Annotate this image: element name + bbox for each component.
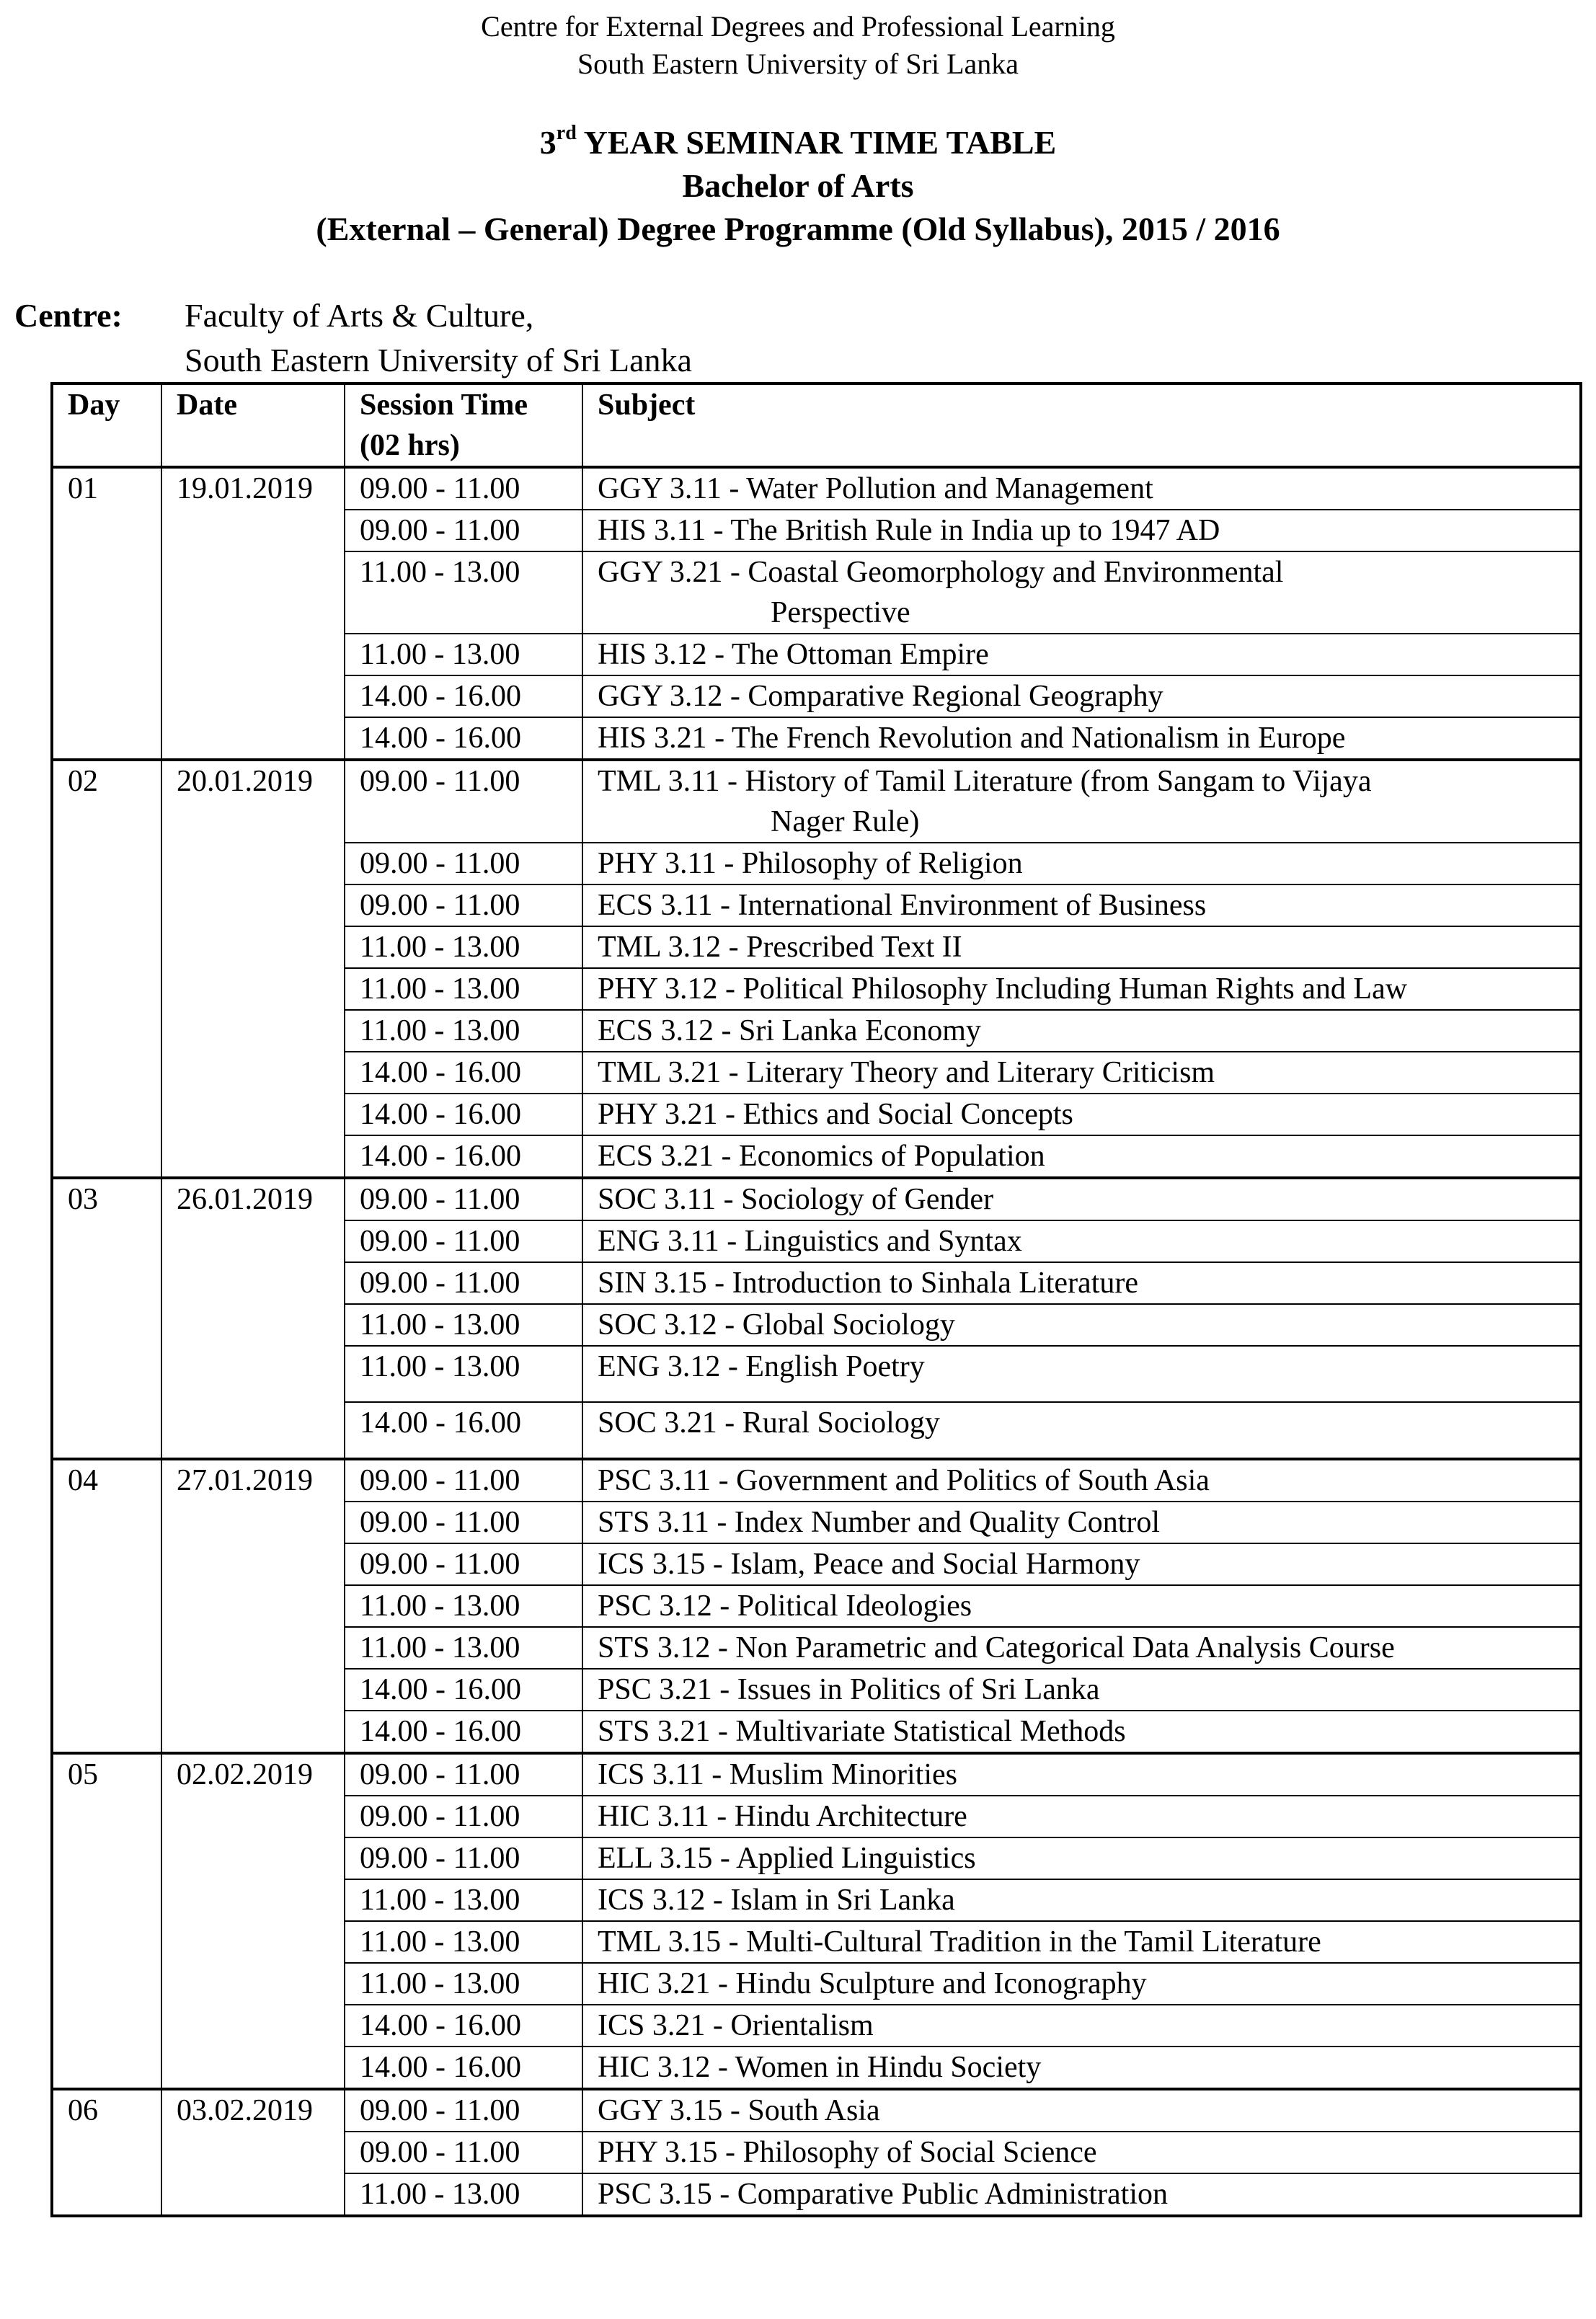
subject-cell: PSC 3.12 - Political Ideologies — [582, 1585, 1581, 1627]
table-row — [52, 1178, 1581, 1220]
session-time-cell: 09.00 - 11.00 — [345, 1796, 582, 1837]
subject-cell: SOC 3.11 - Sociology of Gender — [582, 1178, 1581, 1220]
session-time-cell: 11.00 - 13.00 — [345, 968, 582, 1010]
subject-cell: ICS 3.15 - Islam, Peace and Social Harmony — [582, 1543, 1581, 1585]
session-time-cell: 09.00 - 11.00 — [345, 760, 582, 843]
subject-text-continued: Perspective — [771, 596, 910, 629]
session-time-cell: 11.00 - 13.00 — [345, 634, 582, 675]
document-title — [0, 121, 1596, 164]
date-cell: 20.01.2019 — [161, 760, 345, 1178]
session-time-cell: 14.00 - 16.00 — [345, 2005, 582, 2047]
session-time-cell: 14.00 - 16.00 — [345, 1094, 582, 1135]
session-time-cell: 09.00 - 11.00 — [345, 1837, 582, 1879]
subject-cell: ELL 3.15 - Applied Linguistics — [582, 1837, 1581, 1879]
subject-cell: PSC 3.21 - Issues in Politics of Sri Lanka — [582, 1669, 1581, 1711]
subject-cell: ECS 3.21 - Economics of Population — [582, 1135, 1581, 1178]
day-cell: 01 — [52, 467, 161, 760]
header-session-time-label: Session Time — [360, 389, 528, 422]
subject-cell: TML 3.12 - Prescribed Text II — [582, 926, 1581, 968]
subject-text-continued: Nager Rule) — [771, 805, 920, 838]
subject-cell: SOC 3.12 - Global Sociology — [582, 1304, 1581, 1346]
subject-cell: STS 3.12 - Non Parametric and Categorical Data Analysis Course — [582, 1627, 1581, 1669]
day-cell: 03 — [52, 1178, 161, 1459]
session-time-cell: 11.00 - 13.00 — [345, 1010, 582, 1052]
day-cell: 05 — [52, 1753, 161, 2089]
date-cell: 19.01.2019 — [161, 467, 345, 760]
session-time-cell: 14.00 - 16.00 — [345, 1135, 582, 1178]
session-time-cell: 09.00 - 11.00 — [345, 510, 582, 551]
session-time-cell: 14.00 - 16.00 — [345, 1711, 582, 1753]
session-time-cell: 11.00 - 13.00 — [345, 1879, 582, 1921]
day-cell: 04 — [52, 1459, 161, 1753]
session-time-cell: 14.00 - 16.00 — [345, 675, 582, 717]
header-session-time — [345, 383, 582, 467]
subject-cell: GGY 3.12 - Comparative Regional Geography — [582, 675, 1581, 717]
session-time-cell: 09.00 - 11.00 — [345, 2132, 582, 2173]
title-ordinal-suffix: rd — [556, 121, 577, 144]
session-time-cell: 11.00 - 13.00 — [345, 551, 582, 634]
header-session-time-sub: (02 hrs) — [360, 429, 460, 462]
session-time-cell: 11.00 - 13.00 — [345, 926, 582, 968]
subject-cell: ICS 3.21 - Orientalism — [582, 2005, 1581, 2047]
subject-cell — [582, 551, 1581, 634]
date-cell: 02.02.2019 — [161, 1753, 345, 2089]
date-cell: 26.01.2019 — [161, 1178, 345, 1459]
subject-cell: ECS 3.12 - Sri Lanka Economy — [582, 1010, 1581, 1052]
subject-cell: PHY 3.12 - Political Philosophy Including Human Rights and Law — [582, 968, 1581, 1010]
subject-cell: ICS 3.11 - Muslim Minorities — [582, 1753, 1581, 1796]
session-time-cell: 09.00 - 11.00 — [345, 467, 582, 510]
subject-cell: ICS 3.12 - Islam in Sri Lanka — [582, 1879, 1581, 1921]
subject-cell: PHY 3.15 - Philosophy of Social Science — [582, 2132, 1581, 2173]
subject-cell: ENG 3.11 - Linguistics and Syntax — [582, 1220, 1581, 1262]
centre-faculty: Faculty of Arts & Culture, — [185, 297, 534, 334]
subject-cell: STS 3.21 - Multivariate Statistical Methods — [582, 1711, 1581, 1753]
session-time-cell: 11.00 - 13.00 — [345, 1921, 582, 1963]
session-time-cell: 09.00 - 11.00 — [345, 1459, 582, 1502]
programme-title: (External – General) Degree Programme (Old Syllabus), 2015 / 2016 — [316, 210, 1280, 247]
subject-text: TML 3.11 - History of Tamil Literature (from Sangam to Vijaya — [598, 765, 1372, 798]
session-time-cell: 14.00 - 16.00 — [345, 717, 582, 760]
header-day: Day — [52, 383, 161, 467]
table-row — [52, 760, 1581, 843]
subject-cell: HIC 3.11 - Hindu Architecture — [582, 1796, 1581, 1837]
centre-university: South Eastern University of Sri Lanka — [185, 342, 692, 378]
title-text: YEAR SEMINAR TIME TABLE — [576, 124, 1057, 161]
date-cell: 27.01.2019 — [161, 1459, 345, 1753]
centre-label: Centre: — [14, 297, 123, 334]
header-subject: Subject — [582, 383, 1581, 467]
subject-cell: GGY 3.11 - Water Pollution and Management — [582, 467, 1581, 510]
subject-cell: PHY 3.11 - Philosophy of Religion — [582, 843, 1581, 884]
session-time-cell: 09.00 - 11.00 — [345, 884, 582, 926]
session-time-cell: 14.00 - 16.00 — [345, 1052, 582, 1094]
table-header-row — [52, 383, 1581, 467]
table-row — [52, 1753, 1581, 1796]
session-time-cell: 09.00 - 11.00 — [345, 1502, 582, 1543]
session-time-cell: 11.00 - 13.00 — [345, 1963, 582, 2005]
session-time-cell: 09.00 - 11.00 — [345, 1543, 582, 1585]
subject-cell: SIN 3.15 - Introduction to Sinhala Literature — [582, 1262, 1581, 1304]
title-ordinal: 3 — [539, 124, 557, 161]
subject-cell: HIC 3.21 - Hindu Sculpture and Iconography — [582, 1963, 1581, 2005]
session-time-cell: 11.00 - 13.00 — [345, 1304, 582, 1346]
session-time-cell: 09.00 - 11.00 — [345, 2089, 582, 2132]
session-time-cell: 14.00 - 16.00 — [345, 2047, 582, 2089]
session-time-cell: 09.00 - 11.00 — [345, 1262, 582, 1304]
table-row — [52, 1459, 1581, 1502]
session-time-cell: 09.00 - 11.00 — [345, 1220, 582, 1262]
subject-cell: HIS 3.21 - The French Revolution and Nationalism in Europe — [582, 717, 1581, 760]
subject-cell: PSC 3.11 - Government and Politics of South Asia — [582, 1459, 1581, 1502]
header-date: Date — [161, 383, 345, 467]
subject-cell: ECS 3.11 - International Environment of Business — [582, 884, 1581, 926]
subject-cell: STS 3.11 - Index Number and Quality Control — [582, 1502, 1581, 1543]
subject-cell: TML 3.21 - Literary Theory and Literary Criticism — [582, 1052, 1581, 1094]
session-time-cell: 11.00 - 13.00 — [345, 1585, 582, 1627]
subject-cell: HIS 3.11 - The British Rule in India up to 1947 AD — [582, 510, 1581, 551]
subject-cell — [582, 760, 1581, 843]
subject-cell: HIS 3.12 - The Ottoman Empire — [582, 634, 1581, 675]
seminar-timetable — [50, 382, 1582, 2217]
session-time-cell: 11.00 - 13.00 — [345, 1627, 582, 1669]
session-time-cell: 09.00 - 11.00 — [345, 1753, 582, 1796]
date-cell: 03.02.2019 — [161, 2089, 345, 2216]
table-row — [52, 2089, 1581, 2132]
table-row — [52, 467, 1581, 510]
university-name: South Eastern University of Sri Lanka — [577, 48, 1019, 80]
session-time-cell: 14.00 - 16.00 — [345, 1669, 582, 1711]
session-time-cell: 14.00 - 16.00 — [345, 1402, 582, 1459]
session-time-cell: 09.00 - 11.00 — [345, 843, 582, 884]
institution-name: Centre for External Degrees and Professional Learning — [481, 10, 1115, 43]
session-time-cell: 11.00 - 13.00 — [345, 2173, 582, 2216]
timetable-body — [52, 467, 1581, 2216]
degree-title: Bachelor of Arts — [682, 167, 914, 204]
subject-cell: ENG 3.12 - English Poetry — [582, 1346, 1581, 1402]
day-cell: 02 — [52, 760, 161, 1178]
subject-cell: GGY 3.15 - South Asia — [582, 2089, 1581, 2132]
session-time-cell: 11.00 - 13.00 — [345, 1346, 582, 1402]
subject-cell: PHY 3.21 - Ethics and Social Concepts — [582, 1094, 1581, 1135]
day-cell: 06 — [52, 2089, 161, 2216]
session-time-cell: 09.00 - 11.00 — [345, 1178, 582, 1220]
subject-cell: PSC 3.15 - Comparative Public Administration — [582, 2173, 1581, 2216]
subject-cell: SOC 3.21 - Rural Sociology — [582, 1402, 1581, 1459]
subject-text: GGY 3.21 - Coastal Geomorphology and Environmental — [598, 556, 1284, 589]
subject-cell: TML 3.15 - Multi-Cultural Tradition in the Tamil Literature — [582, 1921, 1581, 1963]
subject-cell: HIC 3.12 - Women in Hindu Society — [582, 2047, 1581, 2089]
